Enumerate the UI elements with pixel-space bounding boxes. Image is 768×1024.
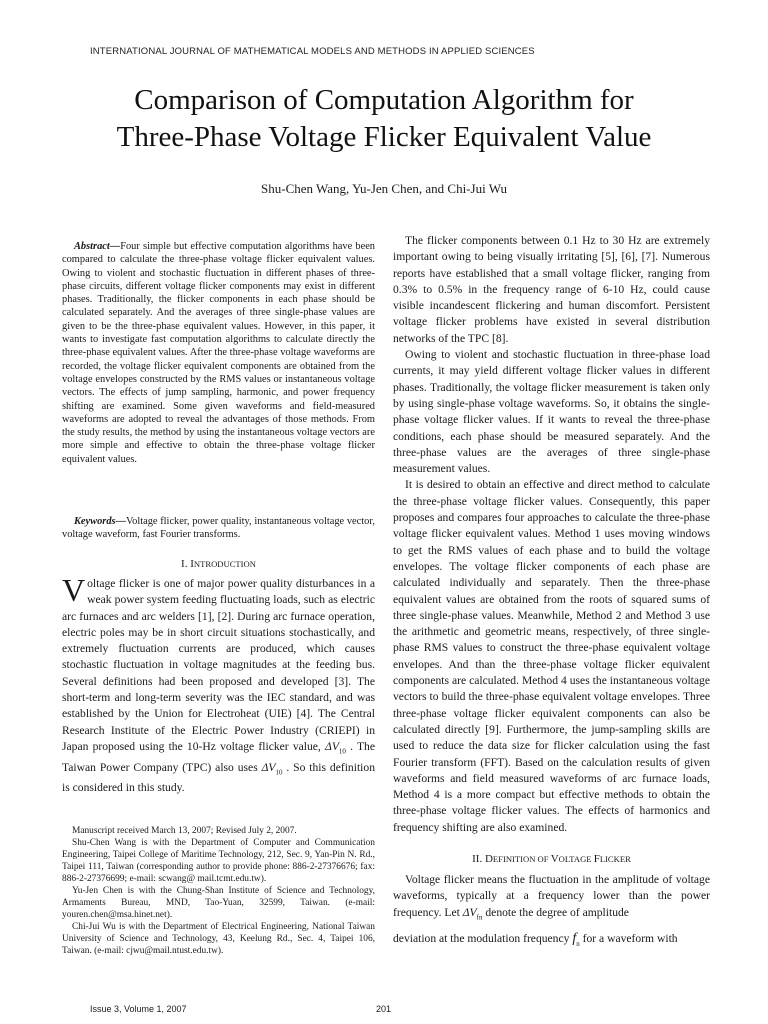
fn-symbol	[572, 931, 579, 946]
section-2-heading	[393, 853, 710, 865]
title-line-1: Comparison of Computation Algorithm for	[134, 84, 634, 116]
intro-text-c: . So this definition is considered in this study.	[62, 760, 375, 795]
author-list: Shu-Chen Wang, Yu-Jen Chen, and Chi-Jui Wu	[261, 181, 507, 196]
issue-info: Issue 3, Volume 1, 2007	[90, 1004, 187, 1014]
section-1-title-rest: NTRODUCTION	[193, 559, 256, 569]
p5-text-a: deviation at the modulation frequency	[393, 932, 573, 946]
p4-text-b: denote the degree of amplitude	[482, 905, 629, 919]
delta-v-symbol-2: ΔV	[261, 760, 276, 774]
p4-text-a: Voltage flicker means the fluctuation in the amplitude of voltage waveforms, typically at a frequency lower than the power frequency. Let	[393, 873, 710, 919]
intro-text-b: . The Taiwan Power Company (TPC) also uses	[62, 739, 376, 774]
section-2-cap-v: V	[550, 853, 559, 865]
footnote-author-1: Shu-Chen Wang is with the Department of Computer and Communication Engineering, Taipei College of Maritime Technology, 212, Sec. 9, Yan-Pin N. Rd., Taipei 111, Taiwan (corresponding author to provide phone: 886-2-27376676; fax: 886-2-27376699; e-mail: scwang@ mail.tcmt.edu.tw).	[62, 838, 375, 884]
section-1-title-cap: I	[190, 558, 194, 570]
p5-sub: n	[576, 940, 580, 948]
p4-sym: ΔV	[462, 905, 477, 919]
right-paragraph-4	[393, 872, 710, 925]
title-line-2: Three-Phase Voltage Flicker Equivalent Value	[116, 121, 652, 153]
delta-v-symbol: ΔV	[325, 739, 339, 753]
right-paragraph-5	[393, 931, 710, 952]
page-number: 201	[376, 1004, 392, 1014]
paper-title	[0, 82, 768, 156]
abstract-text: Four simple but effective computation algorithms have been compared to calculate the three-phase voltage flicker equivalent values. Owing to violent and stochastic fluctuation in different phases of three-phase circuits, different voltage flicker components may exist in different phases. Traditionally, the flicker components in each phase should be calculated separately. And the averages of three single-phase values are given to be the three-phase equivalent values. However, in this paper, it wants to investigate fast computation algorithms to calculate directly the three-phase equivalent values. After the three-phase voltage waveforms are recorded, the voltage flicker equivalent components are obtained from the voltage envelopes constructed by the RMS values or instantaneous voltage vectors. The effects of jump sampling, harmonic, and power frequency shifting are examined. Some given waveforms and field-measured waveforms are adopted to reveal the advantages of those methods. From the study results, the method by using the instantaneous voltage vectors are more simple and effective to obtain the three-phase voltage flicker equivalent values.	[62, 241, 375, 465]
section-1-heading	[62, 558, 375, 570]
right-paragraph-3: It is desired to obtain an effective and direct method to calculate the three-phase voltage flicker values. Consequently, this paper proposes and compares four approaches to calculate the three-phase voltage flicker equivalent values. Method 1 uses moving windows to get the RMS values of each phase and to build the voltage envelopes. The voltage flicker components of each phase are calculated individually and separately. Then the three-phase equivalent values are obtained from the roots of squared sums of three single-phase values. Meanwhile, Method 2 and Method 3 use the arithmetic and geometric means, respectively, of three single-phase RMS values to construct the three-phase equivalent voltage envelopes. And than the three-phase voltage flicker equivalent components are calculated. Method 4 uses the instantaneous voltage vectors to build the three-phase equivalent voltage envelopes. Three three-phase voltage flicker equivalent components can also be calculated directly [9]. Furthermore, the jump-sampling skills are used to reduce the data size for flicker calculation using the fast Fourier transform (FFT). Based on the calculation results of given waveforms and field measured waveforms of arc furnace loads, Method 4 is a more compact but effective methods to obtain the three-phase voltage flicker values. The effects of harmonics and frequency shifting are also examined.	[393, 478, 710, 834]
section-2-efinition: EFINITION OF	[492, 854, 551, 864]
right-paragraph-2: Owing to violent and stochastic fluctuation in three-phase load currents, it may yield different voltage flicker values in different phases. Traditionally, the voltage flicker measurement is taken only by using single-phase voltage waveforms. So, it obtains the single-phase voltage flicker values. If it wants to reveal the three-phase conditions, each phase should be measured separately. And the three-phase values are the averages of three single-phase measurement values.	[393, 348, 710, 476]
footnote-author-3: Chi-Jui Wu is with the Department of Electrical Engineering, National Taiwan University of Science and Technology, 43, Keelung Rd., Sec. 4, Taipei 106, Taiwan. (e-mail: cjwu@mail.ntust.edu.tw).	[62, 922, 375, 956]
section-2-body	[393, 872, 710, 952]
keywords-text: Voltage flicker, power quality, instantaneous voltage vector, voltage waveform, fast Fourier transforms.	[62, 516, 375, 541]
introduction-body	[62, 572, 376, 796]
keywords-paragraph	[62, 515, 375, 542]
keywords-label: Keywords—	[74, 516, 126, 527]
abstract-paragraph	[62, 240, 375, 466]
p5-text-b: for a waveform with	[579, 932, 678, 946]
delta-v-subscript: 10	[338, 747, 346, 756]
section-2-licker: LICKER	[599, 854, 631, 864]
drop-cap: V	[62, 572, 86, 608]
abstract-label: Abstract—	[74, 241, 121, 252]
right-paragraph-1: The flicker components between 0.1 Hz to 30 Hz are extremely important owing to being visually irritating [5], [6], [7]. Numerous reports have established that a small voltage flicker, ranging from 0.3% to 0.5% in the frequency range of 6-10 Hz, could cause visible incandescent flickering and human discomfort. Persistent voltage flicker problems have existed in several distribution networks of the TPC [8].	[393, 234, 710, 345]
p4-sub: fn	[476, 912, 483, 921]
delta-v-subscript-2: 10	[275, 767, 283, 776]
keywords-block	[62, 515, 375, 542]
footnote-author-2: Yu-Jen Chen is with the Chung-Shan Institute of Science and Technology, Armaments Bureau, MND, Tao-Yuan, 32599, Taiwan. (e-mail: youren.chen@msa.hinet.net).	[62, 886, 375, 920]
section-1-number: I.	[181, 558, 191, 570]
section-2-cap-d: D	[484, 853, 493, 865]
footnote-received: Manuscript received March 13, 2007; Revised July 2, 2007.	[72, 826, 297, 836]
footnotes	[62, 825, 375, 957]
p5-sym: f	[572, 931, 577, 947]
delta-v-fn-symbol	[463, 906, 483, 919]
delta-v10-symbol-2	[262, 761, 283, 774]
section-2-oltage: OLTAGE	[558, 854, 594, 864]
section-2-number: II.	[472, 853, 485, 865]
section-2-cap-f: F	[593, 853, 600, 865]
right-column	[393, 233, 710, 836]
delta-v10-symbol	[325, 739, 346, 756]
abstract-block	[62, 240, 375, 466]
intro-text-a: oltage flicker is one of major power quality disturbances in a weak power system feeding fluctuating loads, such as electric arc furnaces and arc welders [1], [2]. During arc furnace operation, electric poles may be in short circuit situations stochastically, and extremely fluctuation currents are produced, which causes stochastic fluctuation in voltage magnitudes at the feeding bus. Several definitions had been proposed and developed [3]. The short-term and long-term severity was the IEC standard, and was established by the Union for Electroheat (UIE) [4]. The Central Research Institute of the Electric Power Industry (CRIEPI) in Japan proposed using the 10-Hz voltage flicker value,	[62, 577, 375, 753]
journal-header: INTERNATIONAL JOURNAL OF MATHEMATICAL MODELS AND METHODS IN APPLIED SCIENCES	[90, 46, 535, 57]
